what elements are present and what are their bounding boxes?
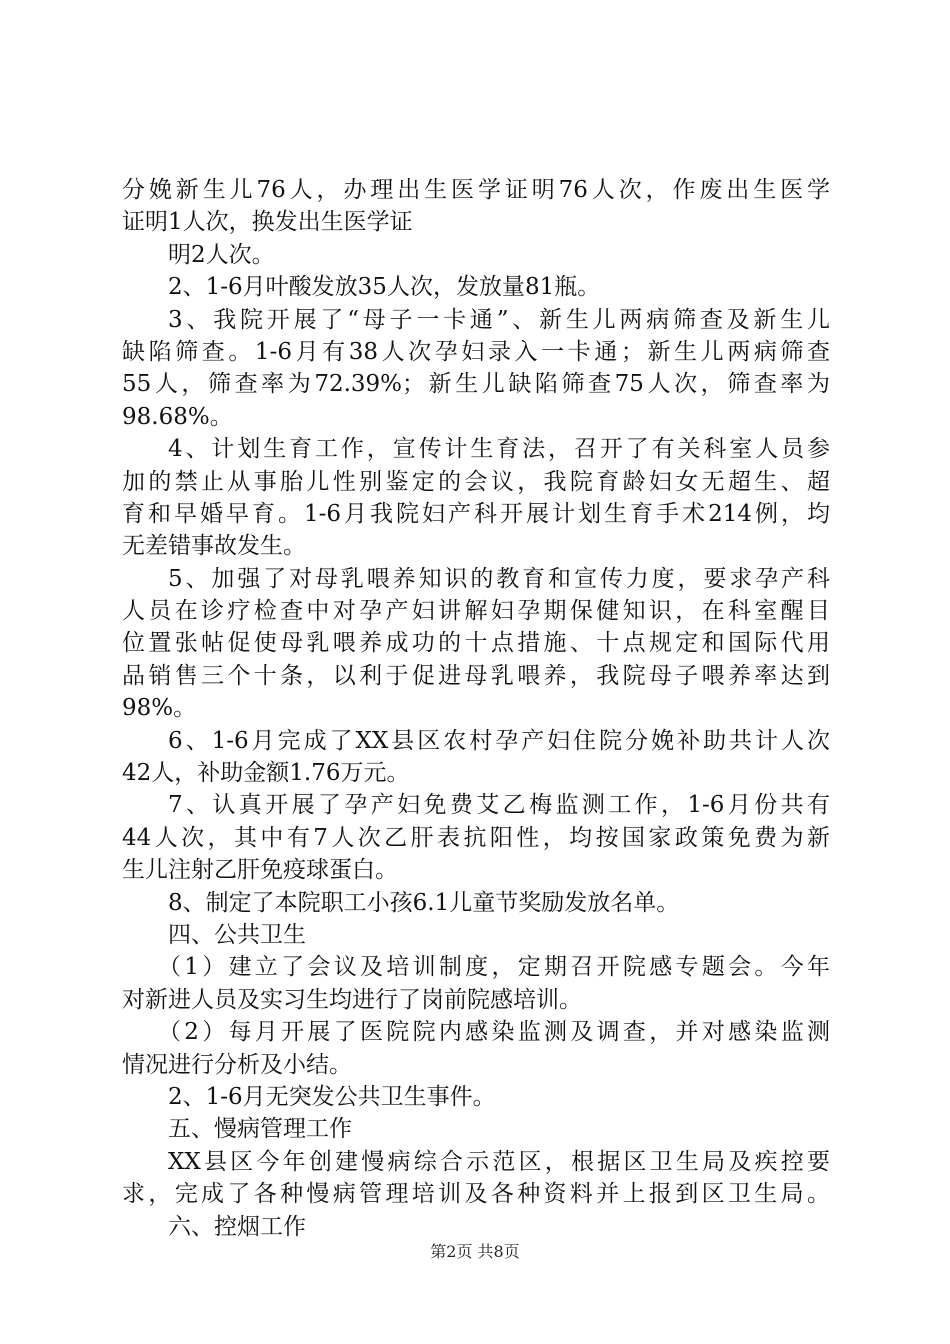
- text-line: 4、计划生育工作，宣传计生育法，召开了有关科室人员参: [168, 436, 830, 463]
- text-line: 人员在诊疗检查中对孕产妇讲解妇孕期保健知识，在科室醒目: [122, 598, 830, 625]
- text-line: 证明1人次，换发出生医学证: [122, 209, 413, 236]
- text-line: 无差错事故发生。: [122, 533, 306, 560]
- text-line: 2、1-6月叶酸发放35人次，发放量81瓶。: [168, 274, 601, 301]
- text-line: 位置张帖促使母乳喂养成功的十点措施、十点规定和国际代用: [122, 630, 830, 657]
- document-body: [122, 174, 830, 1243]
- text-line: 五、慢病管理工作: [168, 1116, 352, 1143]
- text-line: 6、1-6月完成了XX县区农村孕产妇住院分娩补助共计人次: [168, 727, 830, 754]
- text-line: 44人次，其中有7人次乙肝表抗阳性，均按国家政策免费为新: [122, 824, 830, 851]
- text-line: 98.68%。: [122, 403, 233, 430]
- text-line: 98%。: [122, 695, 197, 722]
- text-line: 8、制定了本院职工小孩6.1儿童节奖励发放名单。: [168, 889, 680, 916]
- text-line: （2）每月开展了医院院内感染监测及调查，并对感染监测: [158, 1019, 830, 1046]
- text-line: 育和早婚早育。1-6月我院妇产科开展计划生育手术214例，均: [122, 500, 830, 527]
- text-line: 分娩新生儿76人，办理出生医学证明76人次，作废出生医学: [122, 177, 830, 203]
- text-line: 品销售三个十条，以利于促进母乳喂养，我院母子喂养率达到: [122, 662, 830, 689]
- text-line: 缺陷筛查。1-6月有38人次孕妇录入一卡通；新生儿两病筛查: [122, 338, 830, 365]
- text-line: 5、加强了对母乳喂养知识的教育和宣传力度，要求孕产科: [168, 565, 830, 592]
- text-line: 3、我院开展了“母子一卡通”、新生儿两病筛查及新生儿: [168, 306, 830, 333]
- text-line: XX县区今年创建慢病综合示范区，根据区卫生局及疾控要: [168, 1148, 830, 1175]
- text-line: 四、公共卫生: [168, 921, 306, 948]
- text-line: 7、认真开展了孕产妇免费艾乙梅监测工作，1-6月份共有: [168, 792, 830, 819]
- page-footer: 第2页 共8页: [430, 1242, 520, 1261]
- text-line: 六、控烟工作: [168, 1213, 306, 1240]
- text-line: 加的禁止从事胎儿性别鉴定的会议，我院育龄妇女无超生、超: [122, 468, 830, 495]
- text-line: 42人，补助金额1.76万元。: [122, 760, 410, 787]
- text-line: 明2人次。: [168, 241, 275, 268]
- text-line: 生儿注射乙肝免疫球蛋白。: [122, 857, 398, 884]
- text-line: 55人，筛查率为72.39%；新生儿缺陷筛查75人次，筛查率为: [122, 371, 830, 398]
- text-line: （1）建立了会议及培训制度，定期召开院感专题会。今年: [158, 954, 830, 981]
- text-line: 对新进人员及实习生均进行了岗前院感培训。: [122, 986, 582, 1013]
- text-line: 情况进行分析及小结。: [122, 1051, 352, 1078]
- text-line: 求，完成了各种慢病管理培训及各种资料并上报到区卫生局。: [122, 1181, 830, 1208]
- text-line: 2、1-6月无突发公共卫生事件。: [168, 1083, 496, 1110]
